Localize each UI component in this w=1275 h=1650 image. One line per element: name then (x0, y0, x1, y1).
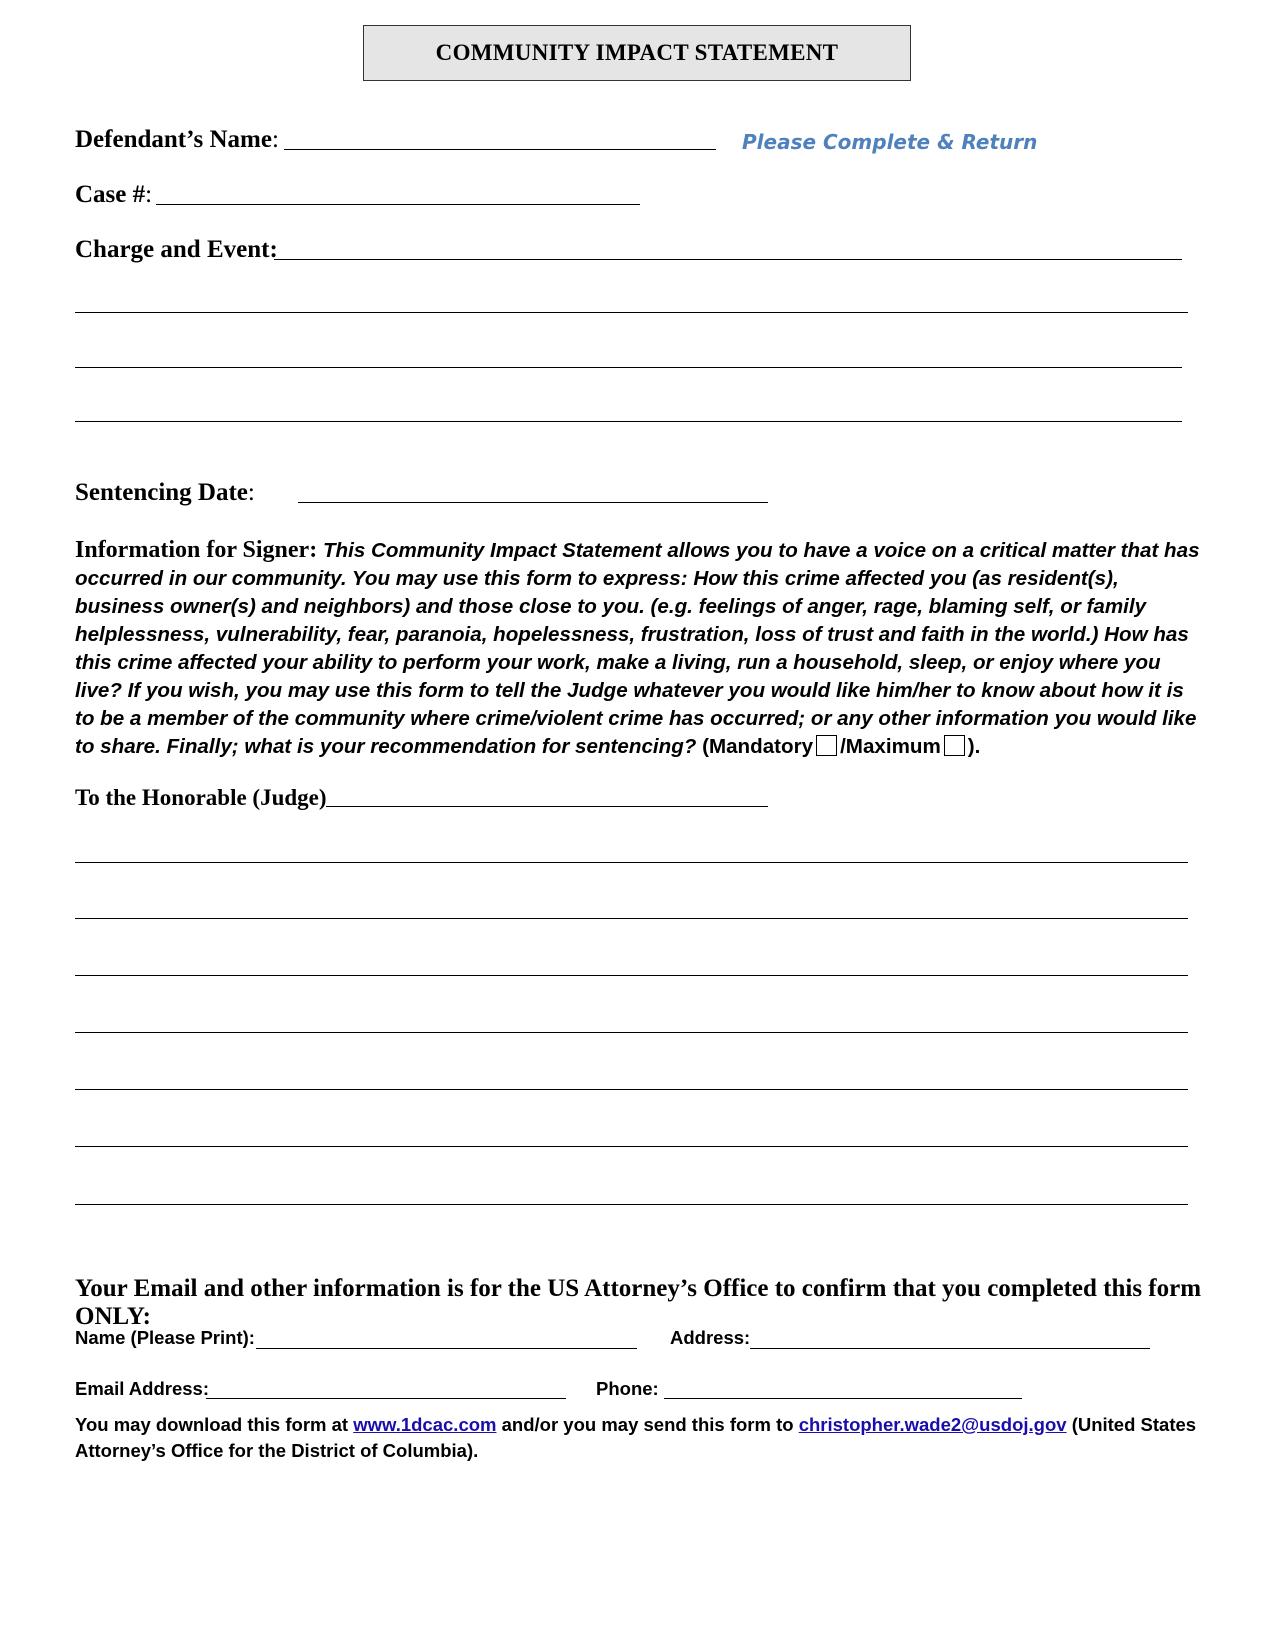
statement-line[interactable] (75, 975, 1188, 976)
contact-notice: Your Email and other information is for the US Attorney’s Office to confirm that you completed this form ONLY: (75, 1275, 1202, 1330)
footer-text-3: (United States Attorney’s Office for the District of Columbia). (75, 1414, 1197, 1461)
email-label: Email Address: (75, 1378, 209, 1399)
email-field[interactable] (206, 1398, 566, 1399)
sentencing-date-field[interactable] (298, 502, 768, 503)
phone-label: Phone: (596, 1378, 659, 1399)
judge-name-field[interactable] (326, 806, 768, 807)
signer-info-heading: Information for Signer: (75, 537, 318, 563)
case-number-field[interactable] (156, 204, 640, 205)
email-link[interactable]: christopher.wade2@usdoj.gov (798, 1414, 1067, 1435)
charge-event-label: Charge and Event: (75, 236, 278, 263)
footer-text-1: You may download this form at (75, 1414, 349, 1435)
charge-event-field[interactable] (274, 259, 1182, 260)
mandatory-checkbox[interactable] (816, 735, 837, 756)
footer-instructions (75, 1412, 1210, 1464)
statement-line[interactable] (75, 1089, 1188, 1090)
address-field[interactable] (750, 1348, 1150, 1349)
signer-info-text: This Community Impact Statement allows you to have a voice on a critical matter that has occurred in our community. You may use this form to express: How this crime affected you (as resident(s), business owner(s) and neighbors) and those close to you. (e.g. feelings of anger, rage, blaming self, or family helplessness, vulnerability, fear, paranoia, hopelessness, frustration, loss of trust and faith in the world.) How has this crime affected your ability to perform your work, make a living, run a household, sleep, or enjoy where you live? If you wish, you may use this form to tell the Judge whatever you would like him/her to know about how it is to be a member of the community where crime/violent crime has occurred; or any other information you would like to share. Finally; what is your recommendation for sentencing? (75, 539, 1200, 758)
charge-event-line[interactable] (75, 367, 1182, 368)
case-number-label: Case #: (75, 181, 153, 208)
charge-event-line[interactable] (75, 312, 1188, 313)
info-close: ). (967, 735, 981, 758)
maximum-checkbox[interactable] (944, 735, 965, 756)
signer-information (75, 536, 1205, 761)
complete-return-note: Please Complete & Return (742, 130, 1038, 154)
mandatory-label: (Mandatory (702, 735, 814, 758)
phone-field[interactable] (664, 1398, 1022, 1399)
name-print-field[interactable] (256, 1348, 637, 1349)
charge-event-line[interactable] (75, 421, 1182, 422)
sentencing-date-label: Sentencing Date: (75, 479, 255, 506)
name-print-label: Name (Please Print): (75, 1327, 255, 1348)
statement-line[interactable] (75, 862, 1188, 863)
footer-text-2: and/or you may send this form to (501, 1414, 794, 1435)
statement-line[interactable] (75, 1032, 1188, 1033)
statement-line[interactable] (75, 918, 1188, 919)
form-title: COMMUNITY IMPACT STATEMENT (363, 25, 911, 81)
maximum-label: /Maximum (840, 735, 941, 758)
statement-line[interactable] (75, 1204, 1188, 1205)
defendant-name-field[interactable] (284, 149, 716, 150)
judge-label: To the Honorable (Judge) (75, 785, 327, 810)
statement-line[interactable] (75, 1146, 1188, 1147)
website-link[interactable]: www.1dcac.com (353, 1414, 497, 1435)
defendant-name-label: Defendant’s Name: (75, 126, 279, 153)
address-label: Address: (670, 1327, 751, 1348)
